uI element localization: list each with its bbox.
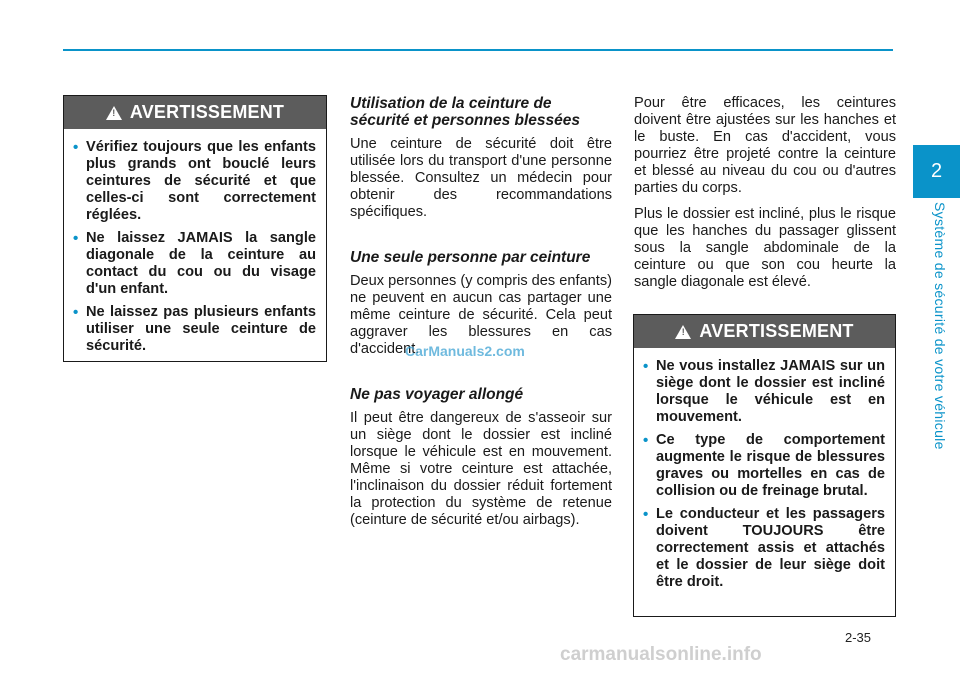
chapter-title: Système de sécurité de votre véhicule xyxy=(932,202,948,450)
warning-title: AVERTISSEMENT xyxy=(699,321,854,341)
warning-title: AVERTISSEMENT xyxy=(129,102,285,122)
middle-column xyxy=(350,95,612,538)
warning-list xyxy=(634,348,895,607)
warning-box-right xyxy=(633,314,896,617)
warning-triangle-icon: ! xyxy=(106,106,122,120)
warning-item: • Ne laissez pas plusieurs enfants utiliser une seule ceinture de sécurité. xyxy=(86,304,316,355)
chapter-number-tab xyxy=(913,145,960,198)
section-heading: Ne pas voyager allongé xyxy=(350,386,524,403)
warning-item: • Ne vous installez JAMAIS sur un siège dont le dossier est incliné lorsque le véhicule est en mouvement. xyxy=(656,358,885,426)
paragraph: Plus le dossier est incliné, plus le risque que les hanches du passager glissent sous la sangle abdominale de la ceinture ou que son cou heurte la sangle diagonale est élevé. xyxy=(634,206,896,290)
paragraph: Deux personnes (y compris des enfants) ne peuvent en aucun cas partager une même ceinture de sécurité. Cela peut aggraver les blessures en cas d'accident. xyxy=(350,273,612,357)
watermark: CarManuals2.com xyxy=(405,343,525,359)
warning-item: • Le conducteur et les passagers doivent TOUJOURS être correctement assis et attachés et le dossier de leur siège doit être droit. xyxy=(656,506,885,591)
top-rule xyxy=(63,49,893,51)
warning-triangle-icon: ! xyxy=(675,325,691,339)
paragraph: Une ceinture de sécurité doit être utilisée lors du transport d'une personne blessée. Consultez un médecin pour obtenir des recommandations spécifiques. xyxy=(350,136,612,220)
warning-header xyxy=(634,315,895,348)
paragraph: Il peut être dangereux de s'asseoir sur un siège dont le dossier est incliné lorsque le véhicule est en mouvement. Même si votre ceinture est attachée, l'inclinaison du dossier réduit fortement la protection du système de retenue (ceinture de sécurité et/ou airbags). xyxy=(350,410,612,528)
page-number: 2-35 xyxy=(845,630,872,645)
watermark: carmanualsonline.info xyxy=(560,644,762,665)
warning-item: • Ne laissez JAMAIS la sangle diagonale de la ceinture au contact du cou ou du visage d'un enfant. xyxy=(86,230,316,298)
right-column xyxy=(634,95,896,300)
warning-box-left xyxy=(63,95,327,362)
warning-header xyxy=(64,96,326,129)
section-heading: Une seule personne par ceinture xyxy=(350,249,591,266)
warning-list xyxy=(64,129,326,371)
paragraph: Pour être efficaces, les ceintures doivent être ajustées sur les hanches et le buste. En cas d'accident, vous pourriez être projeté contre la ceinture et blessé au niveau du cou ou d'autres parties du corps. xyxy=(634,95,896,196)
chapter-number: 2 xyxy=(930,160,943,182)
warning-item: • Ce type de comportement augmente le risque de blessures graves ou mortelles en cas de collision ou de freinage brutal. xyxy=(656,432,885,500)
warning-item: • Vérifiez toujours que les enfants plus grands ont bouclé leurs ceintures de sécurité et que celles-ci sont correctement réglées. xyxy=(86,139,316,224)
section-heading: Utilisation de la ceinture de sécurité et personnes blessées xyxy=(350,95,581,129)
